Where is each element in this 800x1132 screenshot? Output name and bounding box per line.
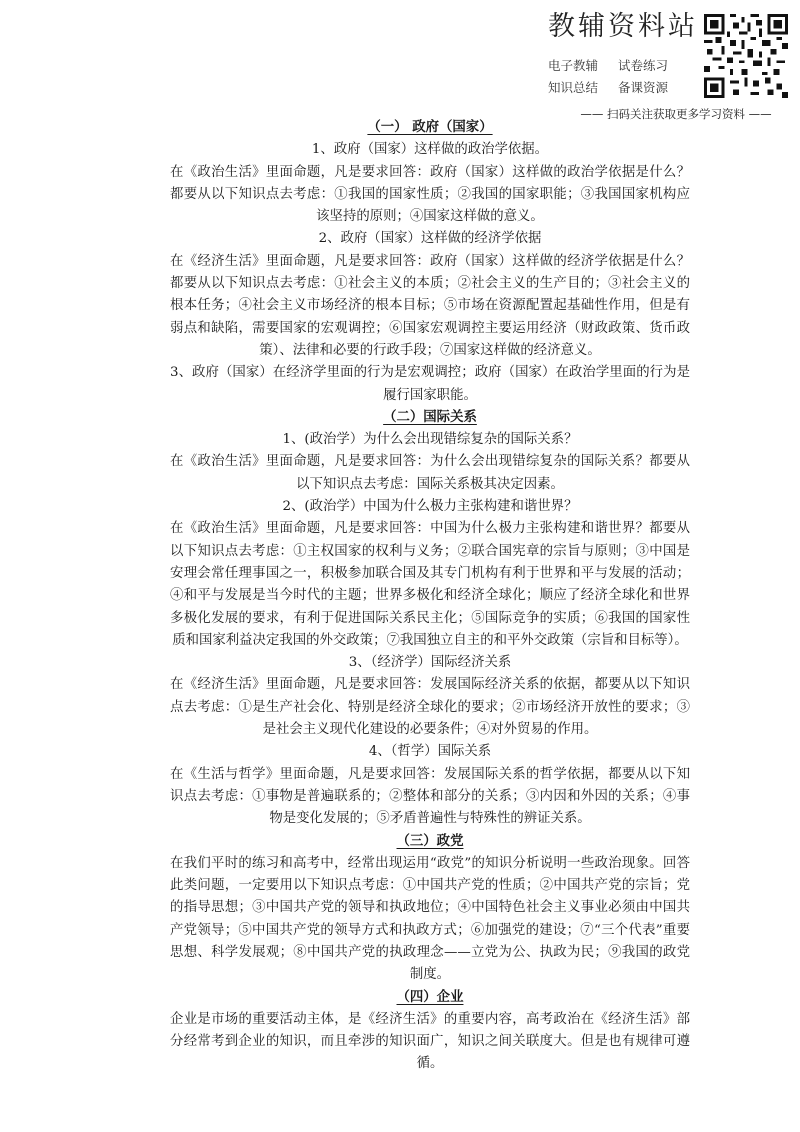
section-heading: （二）国际关系 bbox=[383, 409, 477, 425]
section-heading: （一） 政府（国家） bbox=[367, 120, 493, 135]
question-title: 4、（哲学）国际关系 bbox=[368, 744, 492, 760]
brand-tag: 试卷练习 bbox=[618, 58, 669, 73]
section-heading: （三）政党 bbox=[396, 833, 464, 849]
brand-tag: 知识总结 bbox=[548, 80, 599, 95]
paragraph: 在《政治生活》里面命题，凡是要求回答：中国为什么极力主张构建和谐世界？都要从以下知识点去考虑：①主权国家的权利与义务；②联合国宪章的宗旨与原则；③中国是安理会常任理事国之一，积极参加联合国及其专门机构有利于世界和平与发展的活动；④和平与发展是当今时代的主题；世界多极化和经济全球化；顺应了经济全球化和世界多极化发展的要求，有利于促进国际关系民主化；⑤国际竞争的实质；⑥我国的国家性质和国家利益决定我国的外交政策；⑦我国独立自主的和平外交政策（宗旨和目标等）。 bbox=[170, 521, 690, 648]
brand-title: 教辅资料站 bbox=[548, 11, 698, 42]
brand-tags bbox=[548, 56, 698, 96]
paragraph: 企业是市场的重要活动主体，是《经济生活》的重要内容，高考政治在《经济生活》部分经常考到企业的知识，而且牵涉的知识面广，知识之间关联度大。但是也有规律可遵循。 bbox=[170, 1011, 690, 1072]
question-title: 2、政府（国家）这样做的经济学依据 bbox=[318, 231, 542, 247]
brand-tag: 备课资源 bbox=[618, 80, 669, 95]
paragraph: 在《政治生活》里面命题，凡是要求回答：为什么会出现错综复杂的国际关系？都要从以下知识点去考虑：国际关系极其决定因素。 bbox=[170, 454, 690, 492]
paragraph: 在《政治生活》里面命题，凡是要求回答：政府（国家）这样做的政治学依据是什么？都要从以下知识点去考虑：①我国的国家性质；②我国的国家职能；③我国国家机构应该坚持的原则；④国家这样做的意义。 bbox=[170, 164, 690, 225]
qr-code-icon[interactable] bbox=[704, 14, 788, 98]
paragraph: 3、政府（国家）在经济学里面的行为是宏观调控；政府（国家）在政治学里面的行为是履行国家职能。 bbox=[170, 365, 690, 403]
document-body bbox=[170, 117, 690, 1076]
paragraph: 在《生活与哲学》里面命题，凡是要求回答：发展国际关系的哲学依据，都要从以下知识点去考虑：①事物是普遍联系的；②整体和部分的关系；③内因和外因的关系；④事物是变化发展的；⑤矛盾普遍性与特殊性的辨证关系。 bbox=[170, 766, 690, 827]
paragraph: 在《经济生活》里面命题，凡是要求回答：发展国际经济关系的依据，都要从以下知识点去考虑：①是生产社会化、特别是经济全球化的要求；②市场经济开放性的要求；③是社会主义现代化建设的必要条件；④对外贸易的作用。 bbox=[170, 677, 690, 738]
question-title: 1、政府（国家）这样做的政治学依据。 bbox=[311, 142, 549, 158]
question-title: 2、(政治学）中国为什么极力主张构建和谐世界？ bbox=[282, 499, 578, 515]
section-heading: （四）企业 bbox=[396, 989, 464, 1005]
brand-tag: 电子教辅 bbox=[548, 58, 599, 73]
paragraph: 在我们平时的练习和高考中，经常出现运用“政党”的知识分析说明一些政治现象。回答此类问题，一定要用以下知识点考虑：①中国共产党的性质；②中国共产党的宗旨；党的指导思想；③中国共产党的领导和执政地位；④中国特色社会主义事业必须由中国共产党领导；⑤中国共产党的领导方式和执政方式；⑥加强党的建设；⑦“三个代表”重要思想、科学发展观；⑧中国共产党的执政理念——立党为公、执政为民；⑨我国的政党制度。 bbox=[170, 855, 690, 983]
question-title: 3、（经济学）国际经济关系 bbox=[348, 655, 512, 671]
paragraph: 在《经济生活》里面命题，凡是要求回答：政府（国家）这样做的经济学依据是什么？都要从以下知识点去考虑：①社会主义的本质；②社会主义的生产目的；③社会主义的根本任务；④社会主义市场经济的根本目标；⑤市场在资源配置起基础性作用，但是有弱点和缺陷，需要国家的宏观调控；⑥国家宏观调控主要运用经济（财政政策、货币政策）、法律和必要的行政手段；⑦国家这样做的经济意义。 bbox=[170, 253, 690, 358]
qr-slogan: —— 扫码关注获取更多学习资料 —— bbox=[580, 107, 772, 121]
question-title: 1、(政治学）为什么会出现错综复杂的国际关系？ bbox=[282, 432, 578, 448]
brand-block bbox=[548, 10, 698, 96]
